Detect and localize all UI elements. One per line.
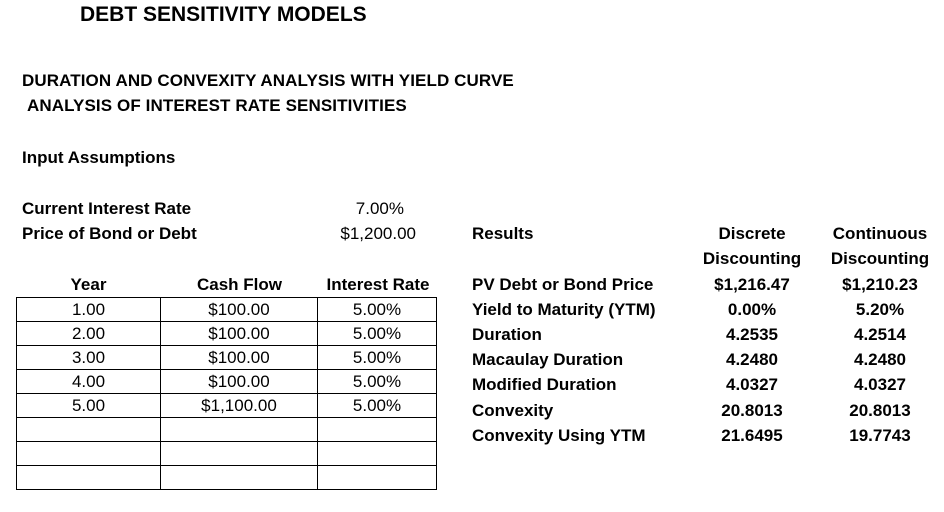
result-continuous-convexity-ytm: 19.7743 bbox=[849, 426, 911, 445]
result-label-pv-price: PV Debt or Bond Price bbox=[472, 275, 654, 294]
result-discrete-pv-price: $1,216.47 bbox=[714, 275, 790, 294]
result-discrete-modified: 4.0327 bbox=[726, 375, 778, 394]
result-continuous-macaulay: 4.2480 bbox=[854, 350, 906, 369]
result-discrete-duration: 4.2535 bbox=[726, 325, 778, 344]
bond-price-value[interactable]: $1,200.00 bbox=[340, 224, 416, 243]
year-cell[interactable]: 4.00 bbox=[17, 370, 161, 394]
result-discrete-ytm: 0.00% bbox=[727, 300, 777, 319]
subtitle-line-1: DURATION AND CONVEXITY ANALYSIS WITH YIELD CURVE bbox=[22, 71, 514, 90]
results-heading: Results bbox=[472, 224, 534, 243]
col-header-year: Year bbox=[70, 275, 107, 294]
table-row bbox=[17, 418, 437, 442]
col-header-cash-flow: Cash Flow bbox=[196, 275, 282, 294]
result-discrete-convexity: 20.8013 bbox=[721, 401, 783, 420]
result-continuous-modified: 4.0327 bbox=[854, 375, 906, 394]
year-cell[interactable] bbox=[17, 442, 161, 466]
result-continuous-ytm: 5.20% bbox=[855, 300, 905, 319]
interest-rate-value[interactable]: 7.00% bbox=[355, 199, 404, 218]
result-continuous-duration: 4.2514 bbox=[854, 325, 906, 344]
table-row bbox=[17, 442, 437, 466]
year-cell[interactable] bbox=[17, 466, 161, 490]
interest-rate-cell[interactable]: 5.00% bbox=[318, 394, 437, 418]
year-cell[interactable] bbox=[17, 418, 161, 442]
input-assumptions-heading: Input Assumptions bbox=[22, 148, 176, 167]
continuous-header-line-1: Continuous bbox=[832, 224, 928, 243]
result-label-modified: Modified Duration bbox=[472, 375, 617, 394]
cash-flow-cell[interactable]: $100.00 bbox=[161, 322, 318, 346]
cash-flow-table bbox=[16, 297, 437, 490]
table-row bbox=[17, 346, 437, 370]
interest-rate-cell[interactable]: 5.00% bbox=[318, 346, 437, 370]
cash-flow-cell[interactable]: $100.00 bbox=[161, 370, 318, 394]
result-label-convexity-ytm: Convexity Using YTM bbox=[472, 426, 646, 445]
table-row bbox=[17, 298, 437, 322]
interest-rate-cell[interactable]: 5.00% bbox=[318, 370, 437, 394]
result-label-macaulay: Macaulay Duration bbox=[472, 350, 624, 369]
year-cell[interactable]: 3.00 bbox=[17, 346, 161, 370]
col-header-interest-rate: Interest Rate bbox=[326, 275, 430, 294]
table-row bbox=[17, 466, 437, 490]
cash-flow-cell[interactable]: $1,100.00 bbox=[161, 394, 318, 418]
discrete-header-line-1: Discrete bbox=[718, 224, 786, 243]
cash-flow-cell[interactable] bbox=[161, 466, 318, 490]
interest-rate-cell[interactable] bbox=[318, 442, 437, 466]
interest-rate-cell[interactable] bbox=[318, 418, 437, 442]
result-label-duration: Duration bbox=[472, 325, 542, 344]
result-discrete-convexity-ytm: 21.6495 bbox=[721, 426, 783, 445]
interest-rate-label: Current Interest Rate bbox=[22, 199, 192, 218]
result-continuous-pv-price: $1,210.23 bbox=[842, 275, 918, 294]
year-cell[interactable]: 2.00 bbox=[17, 322, 161, 346]
continuous-header-line-2: Discounting bbox=[830, 249, 930, 268]
cash-flow-cell[interactable] bbox=[161, 418, 318, 442]
year-cell[interactable]: 1.00 bbox=[17, 298, 161, 322]
subtitle-line-2: ANALYSIS OF INTEREST RATE SENSITIVITIES bbox=[27, 96, 407, 115]
interest-rate-cell[interactable] bbox=[318, 466, 437, 490]
page-title: DEBT SENSITIVITY MODELS bbox=[80, 3, 367, 26]
bond-price-label: Price of Bond or Debt bbox=[22, 224, 197, 243]
result-discrete-macaulay: 4.2480 bbox=[726, 350, 778, 369]
result-label-ytm: Yield to Maturity (YTM) bbox=[472, 300, 656, 319]
result-label-convexity: Convexity bbox=[472, 401, 554, 420]
table-row bbox=[17, 322, 437, 346]
table-row bbox=[17, 370, 437, 394]
result-continuous-convexity: 20.8013 bbox=[849, 401, 911, 420]
cash-flow-cell[interactable]: $100.00 bbox=[161, 298, 318, 322]
cash-flow-cell[interactable]: $100.00 bbox=[161, 346, 318, 370]
interest-rate-cell[interactable]: 5.00% bbox=[318, 298, 437, 322]
table-row bbox=[17, 394, 437, 418]
discrete-header-line-2: Discounting bbox=[702, 249, 802, 268]
year-cell[interactable]: 5.00 bbox=[17, 394, 161, 418]
interest-rate-cell[interactable]: 5.00% bbox=[318, 322, 437, 346]
cash-flow-cell[interactable] bbox=[161, 442, 318, 466]
